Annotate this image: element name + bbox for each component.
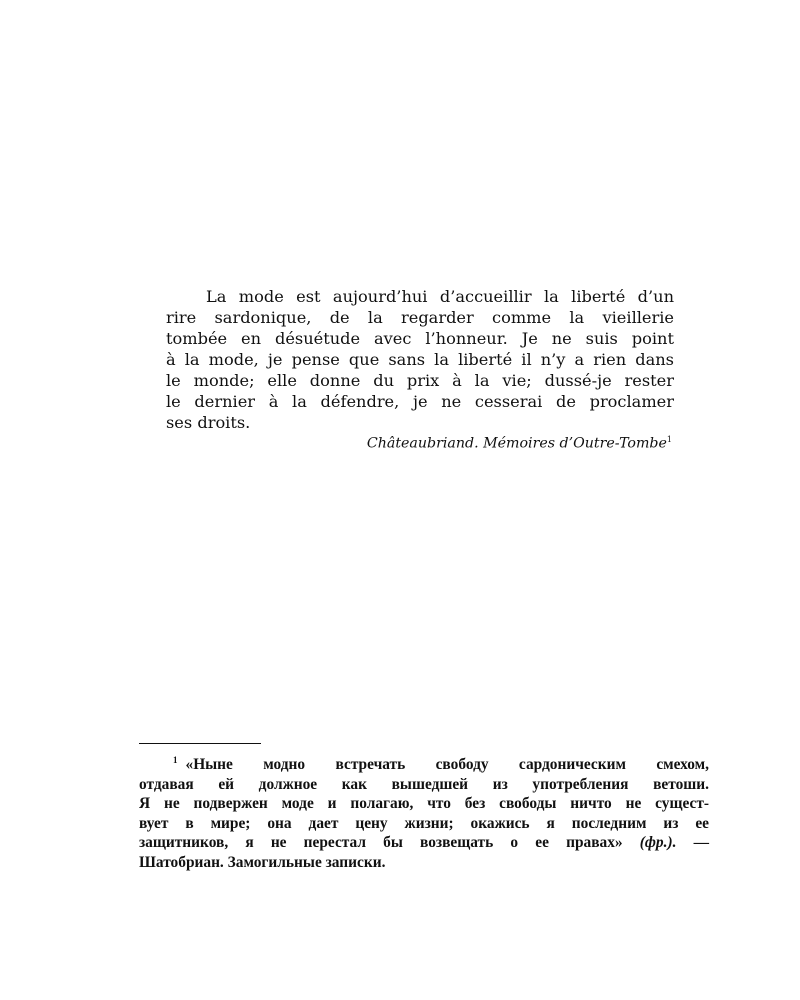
footnote-line-6: Шатобриан. Замогильные записки. <box>139 853 386 871</box>
epigraph-line-4: à la mode, je pense que sans la liberté il n’y a rien dans <box>166 350 674 369</box>
epigraph-line-7: ses droits. <box>166 413 251 432</box>
epigraph-line-5: le monde; elle donne du prix à la vie; dussé-je rester <box>166 371 674 390</box>
footnote-line-1-text: «Ныне модно встречать свободу сардоническим смехом, <box>185 756 709 773</box>
footnote-reference[interactable]: 1 <box>666 435 672 444</box>
epigraph-line-3: tombée en désuétude avec l’honneur. Je ne suis point <box>166 329 674 348</box>
footnote-divider <box>139 743 261 744</box>
epigraph-line-1: La mode est aujourd’hui d’accueillir la liberté d’un <box>206 287 674 306</box>
footnote-marker: 1 <box>173 754 178 765</box>
epigraph-line-6: le dernier à la défendre, je ne cesserai de proclamer <box>166 392 674 411</box>
footnote-line-2: отдавая ей должное как вышедшей из употребления ветоши. <box>139 775 709 793</box>
footnote-line-5 <box>139 833 709 853</box>
footnote-line-1 <box>139 755 709 775</box>
epigraph-attribution <box>300 431 672 453</box>
epigraph-line-2: rire sardonique, de la regarder comme la vieillerie <box>166 308 674 327</box>
footnote-line-3: Я не подвержен моде и полагаю, что без свободы ничто не сущест- <box>139 795 709 812</box>
epigraph-text <box>166 286 674 433</box>
footnote <box>139 755 709 872</box>
attribution-text: Châteaubriand. Mémoires d’Outre-Tombe <box>366 435 667 452</box>
footnote-language-note: (фр.). <box>639 834 677 851</box>
footnote-line-5-text: защитников, я не перестал бы возвещать о ее правах» <box>139 834 623 851</box>
footnote-dash: — <box>693 834 710 851</box>
footnote-line-4: вует в мире; она дает цену жизни; окажись я последним из ее <box>139 814 709 832</box>
